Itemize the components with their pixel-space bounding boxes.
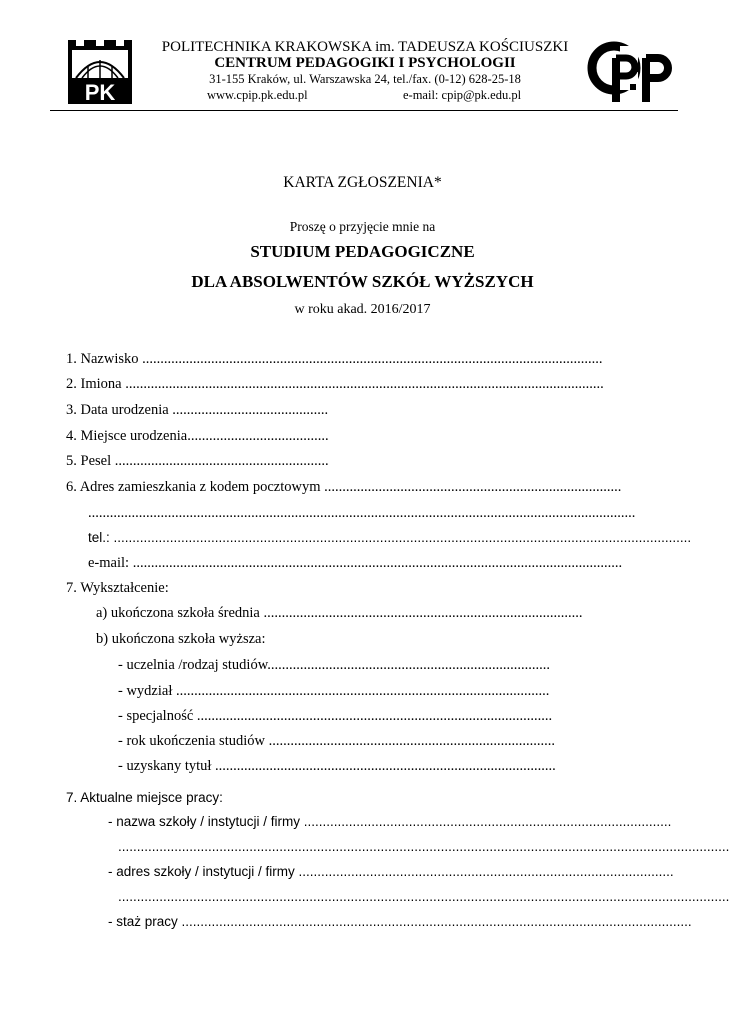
field-email[interactable]: e-mail: ....................................................................................................................................... [88, 555, 623, 571]
field-secondary-school[interactable]: a) ukończona szkoła średnia ........................................................................................ [96, 605, 583, 621]
field-birth-place[interactable]: 4. Miejsce urodzenia....................................... [66, 428, 329, 444]
pk-logo [68, 40, 132, 104]
pk-logo-text: PK [84, 80, 116, 105]
field-work-experience[interactable]: - staż pracy ........................................................................................................................................ [108, 914, 692, 929]
field-graduation-year[interactable]: - rok ukończenia studiów ............................................................................... [118, 733, 555, 749]
field-employer-address-cont[interactable]: ................................................................................................................................................................... [118, 889, 729, 904]
field-employer-address[interactable]: - adres szkoły / instytucji / firmy .................................................................................................... [108, 864, 674, 879]
request-text: Proszę o przyjęcie mnie na [289, 219, 436, 234]
email-link[interactable]: e-mail: cpip@pk.edu.pl [403, 88, 522, 102]
field-university[interactable]: - uczelnia /rodzaj studiów.............................................................................. [118, 657, 550, 673]
field-surname[interactable]: 1. Nazwisko ............................................................................................................................... [66, 351, 603, 367]
field-address[interactable]: 6. Adres zamieszkania z kodem pocztowym .................................................................................. [66, 479, 622, 495]
section-education: 7. Wykształcenie: [66, 580, 169, 596]
field-phone[interactable]: tel.: .......................................................................................................................................................... [88, 530, 692, 545]
letterhead [145, 39, 585, 103]
academic-year: w roku akad. 2016/2017 [294, 302, 431, 317]
field-birth-date[interactable]: 3. Data urodzenia ........................................... [66, 402, 329, 418]
website-link[interactable]: www.cpip.pk.edu.pl [207, 88, 308, 102]
study-name-line1: STUDIUM PEDAGOGICZNE [250, 242, 475, 261]
contact-line [145, 87, 585, 103]
label-higher-school: b) ukończona szkoła wyższa: [96, 631, 266, 647]
header-divider [50, 110, 678, 111]
field-faculty[interactable]: - wydział ....................................................................................................... [118, 683, 550, 699]
cpip-logo [590, 38, 678, 104]
field-address-cont[interactable]: ....................................................................................................................................................... [88, 505, 636, 521]
section-workplace: 7. Aktualne miejsce pracy: [66, 790, 223, 805]
center-name: CENTRUM PEDAGOGIKI I PSYCHOLOGII [214, 55, 516, 71]
field-employer-name[interactable]: - nazwa szkoły / instytucji / firmy .................................................................................................. [108, 814, 672, 829]
field-pesel[interactable]: 5. Pesel ........................................................... [66, 453, 329, 469]
field-degree[interactable]: - uzyskany tytuł .............................................................................................. [118, 758, 556, 774]
form-title: KARTA ZGŁOSZENIA* [283, 174, 442, 191]
field-specialization[interactable]: - specjalność .................................................................................................. [118, 708, 553, 724]
university-name: POLITECHNIKA KRAKOWSKA im. TADEUSZA KOŚCIUSZKI [161, 39, 569, 55]
field-employer-name-cont[interactable]: ................................................................................................................................................................... [118, 839, 729, 854]
address: 31-155 Kraków, ul. Warszawska 24, tel./fax. (0-12) 628-25-18 [209, 72, 521, 86]
field-first-names[interactable]: 2. Imiona .................................................................................................................................... [66, 376, 604, 392]
study-name-line2: DLA ABSOLWENTÓW SZKÓŁ WYŻSZYCH [191, 272, 534, 291]
